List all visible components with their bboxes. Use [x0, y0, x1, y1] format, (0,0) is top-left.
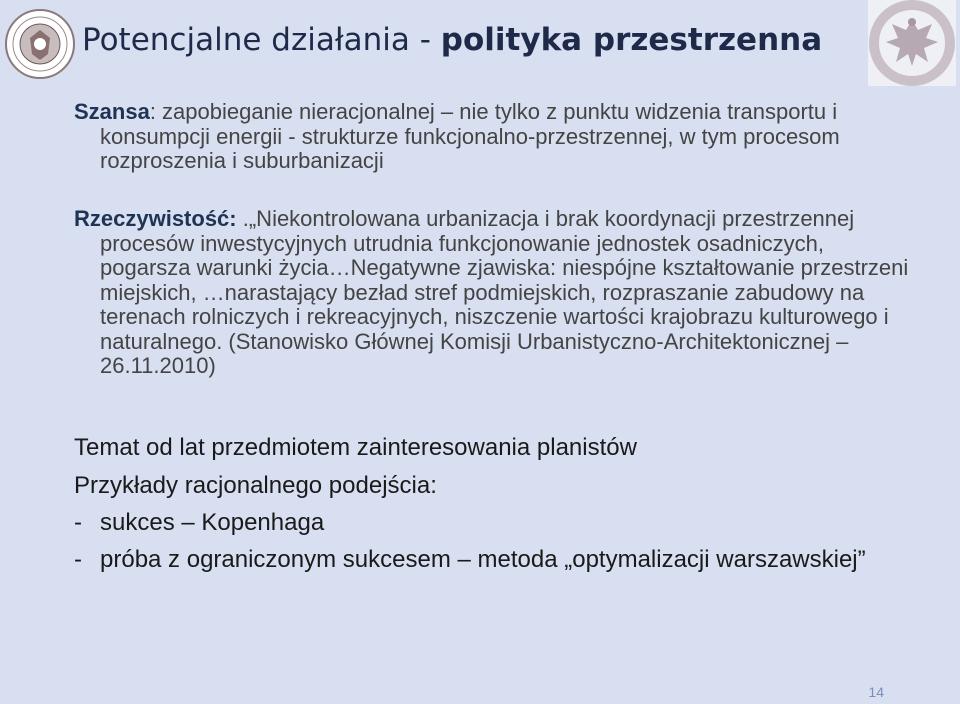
temat-line: Temat od lat przedmiotem zainteresowania planistów — [74, 434, 637, 461]
list-dash: - — [74, 509, 82, 536]
list-item-text: próba z ograniczonym sukcesem – metoda „optymalizacji warszawskiej” — [100, 546, 866, 573]
rzeczywistosc-label: Rzeczywistość: — [74, 206, 237, 231]
slide-title — [82, 22, 822, 58]
rzeczywistosc-paragraph — [74, 207, 920, 379]
page-number: 14 — [868, 684, 884, 700]
szansa-paragraph — [74, 100, 920, 174]
list-item — [74, 546, 894, 573]
list-dash: - — [74, 546, 82, 573]
szansa-text: : zapobieganie nieracjonalnej – nie tylko z punktu widzenia transportu i konsumpcji energii - strukturze funkcjonalno-przestrzennej, w tym procesom rozproszenia i suburbanizacji — [100, 99, 840, 173]
title-part-bold: polityka przestrzenna — [440, 22, 823, 58]
list-item-text: sukces – Kopenhaga — [100, 509, 325, 536]
list-item — [74, 509, 894, 536]
szansa-label: Szansa — [74, 99, 150, 124]
rzeczywistosc-text: .„Niekontrolowana urbanizacja i brak koordynacji przestrzennej procesów inwestycyjnych utrudnia funkcjonowanie jednostek osadniczych, pogarsza warunki życia…Negatywne zjawiska: niespójne kształtowanie przestrzeni miejskich, …narastający bezład stref podmiejskich, rozpraszanie zabudowy na terenach rolniczych i rekreacyjnych, niszczenie wartości krajobrazu kulturowego i naturalnego. (Stanowisko Głównej Komisji Urbanistyczno-Architektonicznej – 26.11.2010) — [100, 206, 909, 378]
university-seal-logo — [4, 8, 76, 80]
title-part-normal: Potencjalne działania - — [82, 22, 441, 58]
przyklady-line: Przykłady racjonalnego podejścia: — [74, 472, 437, 499]
university-eagle-logo — [868, 0, 956, 86]
